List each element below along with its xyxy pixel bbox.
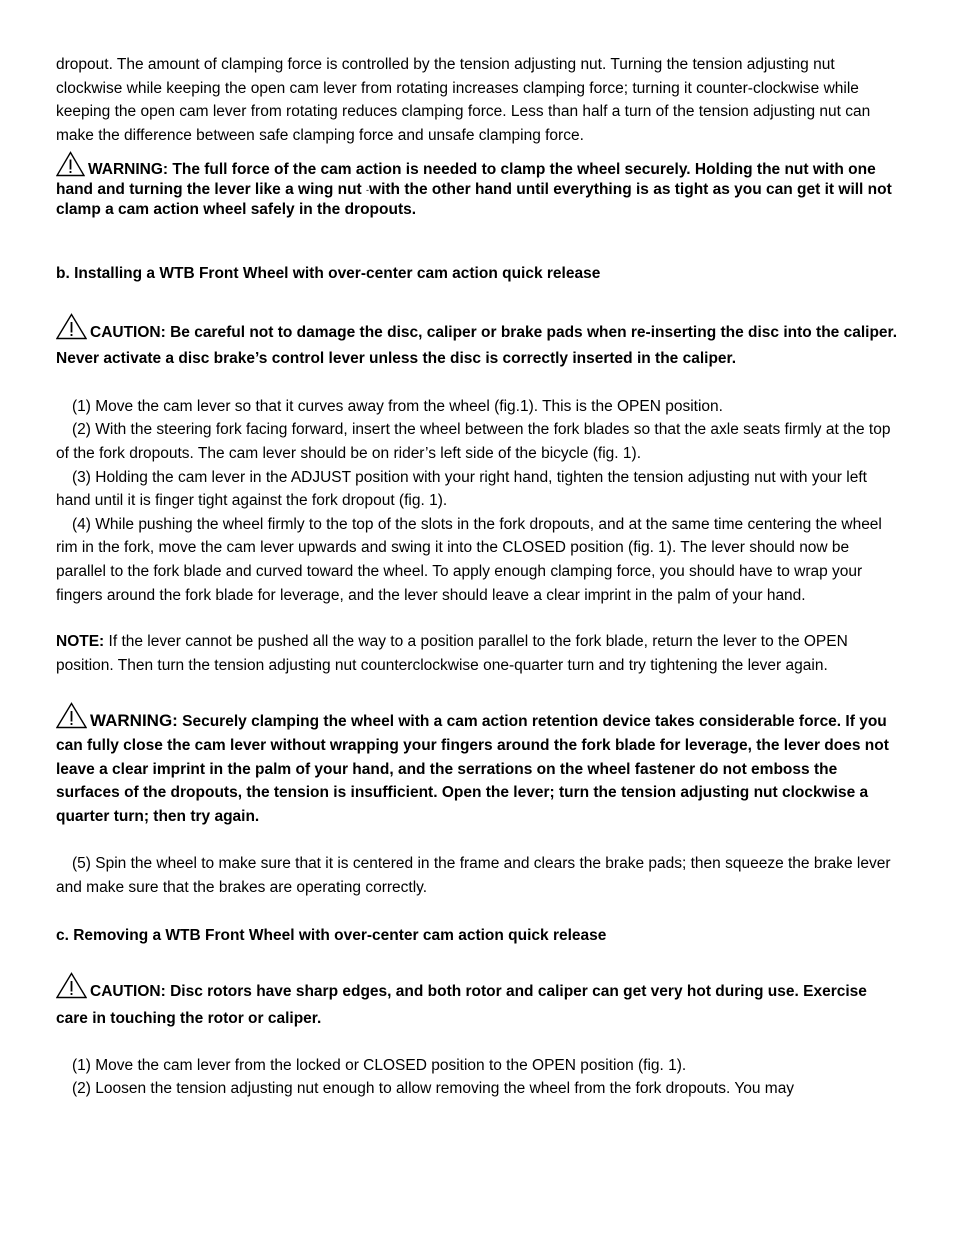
section-b-caution xyxy=(56,313,901,372)
section-c-caution xyxy=(56,972,901,1032)
intro-paragraph: dropout. The amount of clamping force is controlled by the tension adjusting nut. Turning the tension adjusting nut clockwise while keeping the open cam lever from rotating increases clamping force; turning it counter-clockwise while keeping the open cam lever from rotating reduces clamping force. Less than half a turn of the tension adjusting nut can make the difference between safe clamping force and unsafe clamping force. xyxy=(56,56,871,144)
warning-1-text-before: WARNING: The full force of the cam action is needed to clamp the wheel securely. Holding the nut with one hand and turning the lever like a wing nut xyxy=(56,161,876,198)
section-b-caution-text: CAUTION: Be careful not to damage the disc, caliper or brake pads when re-inserting the disc into the caliper. Never activate a disc brake’s control lever unless the disc is correctly inserted in the caliper. xyxy=(56,323,898,367)
section-b-step-1: (1) Move the cam lever so that it curves away from the wheel (fig.1). This is the OPEN position. xyxy=(72,397,723,415)
section-c-caution-text: CAUTION: Disc rotors have sharp edges, and both rotor and caliper can get very hot during use. Exercise care in touching the rotor or caliper. xyxy=(56,982,867,1027)
section-b-step-3: (3) Holding the cam lever in the ADJUST position with your right hand, tighten the tension adjusting nut with your left hand until it is finger tight against the fork dropout (fig. 1). xyxy=(56,468,867,510)
section-b-step-2: (2) With the steering fork facing forward, insert the wheel between the fork blades so that the axle seats firmly at the top of the fork dropouts. The cam lever should be on rider’s left side of the bicycle (fig. 1). xyxy=(56,421,891,463)
warning-label: WARNING: xyxy=(90,711,178,731)
section-b-step-4: (4) While pushing the wheel firmly to the top of the slots in the fork dropouts, and at the same time centering the wheel rim in the fork, move the cam lever upwards and swing it into the CLOSED position (fig. 1). The lever should now be parallel to the fork blade and curved toward the wheel. To apply enough clamping force, you should have to wrap your fingers around the fork blade for leverage, and the lever should leave a clear imprint in the palm of your hand. xyxy=(56,515,882,604)
warning-1-text-after: with the other hand until everything is as tight as you can get it will not clamp a cam action wheel safely in the dropouts. xyxy=(56,180,892,219)
section-b-heading: b. Installing a WTB Front Wheel with over-center cam action quick release xyxy=(56,264,601,282)
section-c-step-2: (2) Loosen the tension adjusting nut enough to allow removing the wheel from the fork dropouts. You may xyxy=(72,1080,795,1098)
document-page xyxy=(56,53,901,1101)
section-b-warning xyxy=(56,702,901,828)
note-text: If the lever cannot be pushed all the way to a position parallel to the fork blade, return the lever to the OPEN position. Then turn the tension adjusting nut counterclockwise one-quarter turn and try tightening the lever again. xyxy=(56,633,848,674)
section-b-note xyxy=(56,630,901,677)
warning-callout-1 xyxy=(56,151,901,220)
warning-triangle-icon xyxy=(56,313,87,340)
warning-1-mark: - xyxy=(366,184,370,195)
warning-text: Securely clamping the wheel with a cam action retention device takes considerable force. If you can fully close the cam lever without wrapping your fingers around the fork blade for leverage, the lever does not leave a clear imprint in the palm of your hand, and the serrations on the wheel fastener do not emboss the surfaces of the dropouts, the tension is insufficient. Open the lever; turn the tension adjusting nut clockwise a quarter turn; then try again. xyxy=(56,713,889,825)
section-c-step-1: (1) Move the cam lever from the locked or CLOSED position to the OPEN position (fig. 1). xyxy=(72,1056,687,1074)
section-b-step-5: (5) Spin the wheel to make sure that it is centered in the frame and clears the brake pads; then squeeze the brake lever and make sure that the brakes are operating correctly. xyxy=(56,855,891,896)
section-c-heading: c. Removing a WTB Front Wheel with over-center cam action quick release xyxy=(56,926,607,944)
warning-triangle-icon xyxy=(56,972,87,999)
warning-triangle-icon xyxy=(56,702,87,729)
warning-triangle-icon xyxy=(56,151,85,177)
note-label: NOTE: xyxy=(56,633,105,651)
